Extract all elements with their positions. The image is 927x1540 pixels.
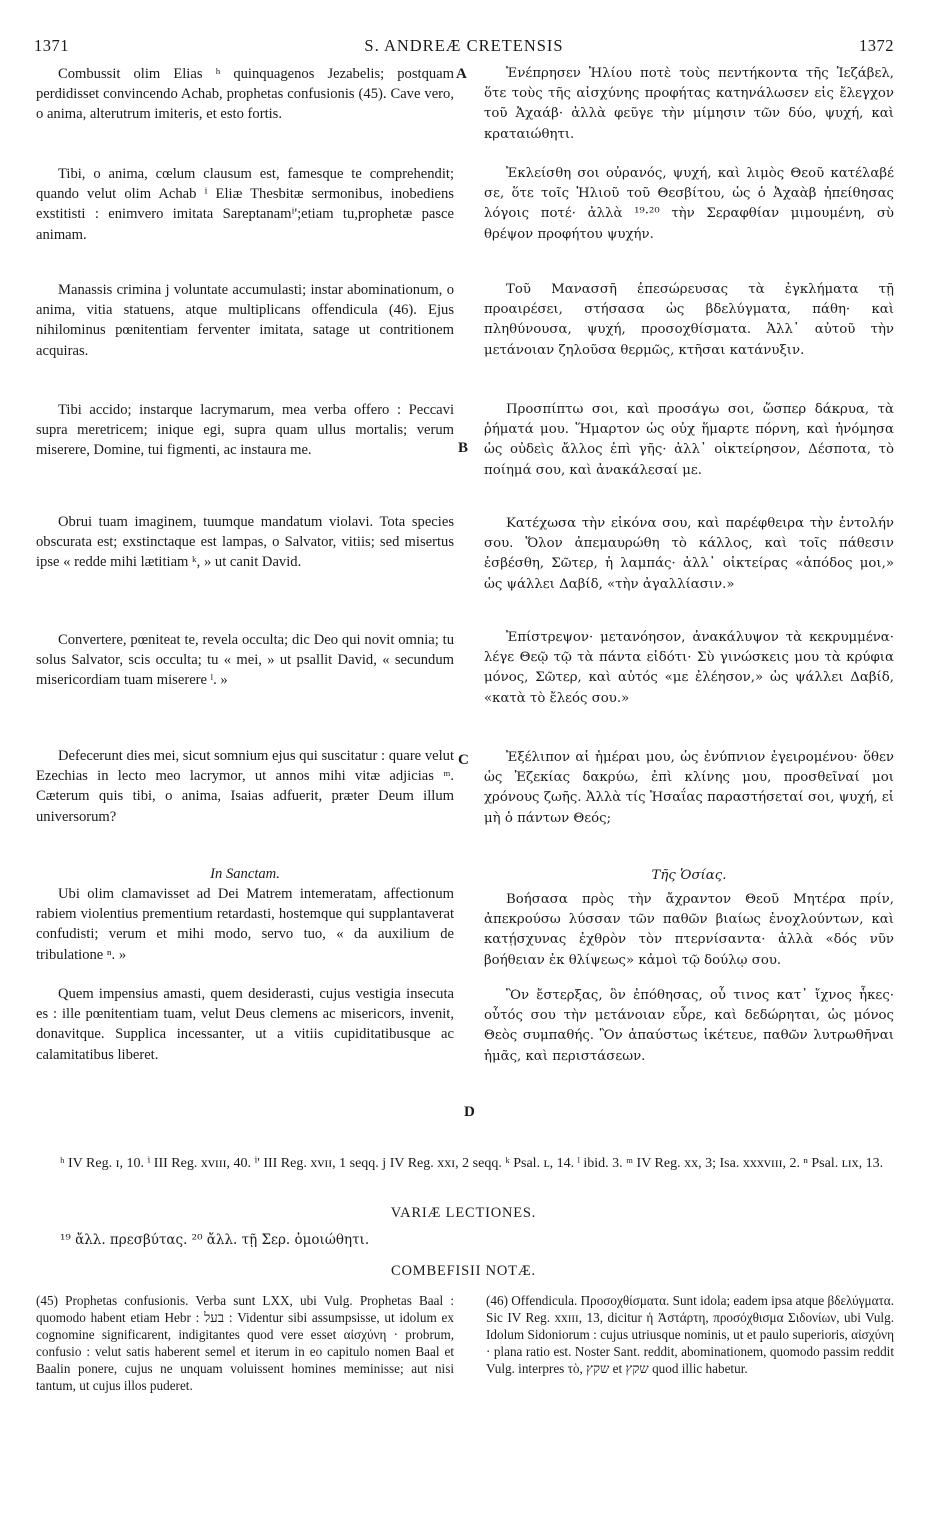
latin-stanza-9: Quem impensius amasti, quem desiderasti, cujus vestigia insecuta es : ille pœnitentiam tuam, velut Deus clemens ac misericors, invenit, donavitque. Supplica incessanter, ut a vitiis cupiditatibusque ac calamitatibus liberet. [36, 986, 454, 1063]
latin-stanza-6: Convertere, pœniteat te, revela occulta; dic Deo qui novit omnia; tu solus Salvator, scis occulta; tu « mei, » ut psallit David, « secundum misericordiam tuam miserere ˡ. » [36, 632, 454, 689]
running-title: S. ANDREÆ CRETENSIS [364, 36, 564, 55]
greek-stanza-9: Ὃν ἔστερξας, ὃν ἐπόθησας, οὗ τινος κατ᾽ ἴχνος ἧκες· οὗτός σου τὴν μετάνοιαν εὗρε, καὶ δεδώρηται, ὡς μόνος Θεὸς συμπαθής. Ὃν ἀπαύστως ἱκέτευε, παθῶν λυτρωθῆναι ἡμᾶς, καὶ περιστάσεων. [484, 988, 894, 1064]
note-46: (46) Offendicula. Προσοχθίσματα. Sunt idola; eadem ipsa atque βδελύγματα. Sic IV Reg. xxɪɪɪ, 13, dicitur ἡ Ἀστάρτη, προσόχθισμα Σιδονίων, ubi Vulg. Idolum Sidoniorum : cujus utriusque nominis, ut et paulo superioris, αἰσχύνη · plana ratio est. Noster Sant. reddit, abominationem, quomodo passim reddit Vulg. interpres τὸ, שקץ et שקץ quod illic habetur. [486, 1293, 894, 1376]
greek-stanza-2: Ἐκλείσθη σοι οὐρανός, ψυχή, καὶ λιμὸς Θεοῦ κατέλαβέ σε, ὅτε τοῖς Ἠλιοῦ τοῦ Θεσβίτου, ὡς ὁ Ἀχαὰβ ἠπείθησας λόγοις ποτέ· ἀλλὰ ¹⁹·²⁰ τὴν Σεραφθίαν μιμουμένη, σὺ θρέψον προφήτου ψυχήν. [484, 166, 894, 242]
page-header [34, 36, 894, 58]
latin-stanza-8: Ubi olim clamavisset ad Dei Matrem intemeratam, affectionum rabiem violentius prementium retardasti, hostemque qui supplantaverat confudisti; verum et mihi modo, servo tuo, « da auxilium de tribulatione ⁿ. » [36, 886, 454, 963]
variae-lectiones: ¹⁹ ἄλλ. πρεσβύτας. ²⁰ ἄλλ. τῇ Σερ. ὁμοιώθητι. [60, 1232, 370, 1248]
greek-subtitle: Τῆς Ὁσίας. [651, 868, 727, 883]
left-page-number: 1371 [34, 36, 69, 55]
latin-stanza-7: Defecerunt dies mei, sicut somnium ejus qui suscitatur : quare velut Ezechias in lecto meo lacrymor, ut annos mihi vitæ adjicias ᵐ. Cæterum quis tibi, o anima, Isaias adfuerit, præter Deum illum universorum? [36, 748, 454, 825]
latin-stanza-5: Obrui tuam imaginem, tuumque mandatum violavi. Tota species obscurata est; exstinctaque est lampas, o Salvator, vitiis; sed misertus ipse « redde mihi lætitiam ᵏ, » ut canit David. [36, 514, 454, 571]
greek-stanza-4: Προσπίπτω σοι, καὶ προσάγω σοι, ὥσπερ δάκρυα, τὰ ῥήματά μου. Ἥμαρτον ὡς οὐχ ἥμαρτε πόρνη, καὶ ἠνόμησα ὡς οὐδεὶς ἄλλος ἐπὶ γῆς· ἀλλ᾽ οἰκτείρησον, Δέσποτα, τὸ ποίημά σου, καὶ ἀνακάλεσαί με. [484, 402, 894, 478]
greek-stanza-7: Ἐξέλιπον αἱ ἡμέραι μου, ὡς ἐνύπνιον ἐγειρομένου· ὅθεν ὡς Ἐζεκίας δακρύω, ἐπὶ κλίνης μου, προσθεῖναί μοι χρόνους ζωῆς. Ἀλλὰ τίς Ἡσαΐας παραστήσεταί σοι, ψυχή, εἰ μὴ ὁ πάντων Θεός; [484, 750, 894, 826]
margin-letter-c: C [458, 752, 469, 768]
variae-lectiones-title: VARIÆ LECTIONES. [390, 1205, 537, 1221]
scripture-references: ʰ IV Reg. ɪ, 10. ⁱ III Reg. xvɪɪɪ, 40. ⁱ' III Reg. xvɪɪ, 1 seqq. j IV Reg. xxɪ, 2 seqq. ᵏ Psal. ʟ, 14. ˡ ibid. 3. ᵐ IV Reg. xx, 3; Isa. xxxvɪɪɪ, 2. ⁿ Psal. ʟɪx, 13. [60, 1156, 884, 1171]
greek-stanza-6: Ἐπίστρεψον· μετανόησον, ἀνακάλυψον τὰ κεκρυμμένα· λέγε Θεῷ τῷ τὰ πάντα εἰδότι· Σὺ γινώσκεις μου τὰ κρύφια μόνος, Σῶτερ, καὶ αὐτός «με ἐλέησον,» ὡς ψάλλει Δαβίδ, «κατὰ τὸ ἔλεός σου.» [484, 630, 894, 706]
latin-subtitle: In Sanctam. [210, 866, 280, 882]
note-45: (45) Prophetas confusionis. Verba sunt LXX, ubi Vulg. Prophetas Baal : quomodo habent etiam Hebr : בעל : Videntur sibi assumpsisse, ut idolum ex cognomine significarent, indigitantes quod vere esset αἰσχύνη · probrum, confusio : velut satis haberent semel et iterum in eo capitulo nomen Baal et Baalin ponere, cujus ne unquam voluissent homines meminisse; aut nisi tantum, ut cujus illos puderet. [36, 1293, 454, 1393]
latin-stanza-4: Tibi accido; instarque lacrymarum, mea verba offero : Peccavi supra meretricem; inique egi, supra quam ullus mortalis; verum miserere, Domine, tui figmenti, ac instaura me. [36, 402, 454, 459]
margin-letter-a: A [456, 66, 467, 82]
greek-stanza-3: Τοῦ Μανασσῆ ἐπεσώρευσας τὰ ἐγκλήματα τῇ προαιρέσει, στήσασα ὡς βδελύγματα, πάθη· καὶ πληθύνουσα, ψυχή, προσοχθίσματα. Ἀλλ᾽ αὐτοῦ τὴν μετάνοιαν ζηλοῦσα θερμῶς, κτῆσαι κατάνυξιν. [484, 282, 894, 358]
greek-stanza-1: Ἐνέπρησεν Ἠλίου ποτὲ τοὺς πεντήκοντα τῆς Ἰεζάβελ, ὅτε τοὺς τῆς αἰσχύνης προφήτας κατηνάλωσεν εἰς ἔλεγχον τοῦ Ἀχαάβ· ἀλλὰ φεῦγε τὴν μίμησιν τῶν δύο, ψυχή, καὶ κραταιώθητι. [484, 66, 894, 142]
latin-stanza-1: Combussit olim Elias ʰ quinquagenos Jezabelis; postquam perdidisset convincendo Achab, prophetas confusionis (45). Cave vero, o anima, alterutrum imiteris, et esto fortis. [36, 66, 454, 123]
notes-title: COMBEFISII NOTÆ. [391, 1263, 536, 1279]
greek-stanza-8: Βοήσασα πρὸς τὴν ἄχραντον Θεοῦ Μητέρα πρίν, ἀπεκρούσω λύσσαν τῶν παθῶν βιαίως ἐνοχλούντων, καὶ κατῄσχυνας ἐχθρὸν τὸν πτερνίσαντα· ἀλλὰ «δός νῦν βοήθειαν ἐκ θλίψεως» κἀμοὶ τῷ δούλῳ σου. [484, 892, 894, 968]
margin-letter-b: B [458, 440, 469, 456]
right-page-number: 1372 [859, 36, 894, 55]
margin-letter-d: D [464, 1104, 475, 1120]
latin-stanza-2: Tibi, o anima, cœlum clausum est, famesque te comprehendit; quando velut olim Achab ⁱ Eliæ Thesbitæ sermonibus, inobediens exstitisti : enimvero imitata Sareptanamⁱ';etiam tu,prophetæ pasce animam. [36, 166, 454, 243]
latin-stanza-3: Manassis crimina j voluntate accumulasti; instar abominationum, o anima, vitia statuens, atque multiplicans offendicula (46). Ejus nihilominus pœnitentiam ferventer imitata, satage ut contritionem acquiras. [36, 282, 454, 359]
greek-stanza-5: Κατέχωσα τὴν εἰκόνα σου, καὶ παρέφθειρα τὴν ἐντολήν σου. Ὅλον ἀπεμαυρώθη τὸ κάλλος, καὶ τοῖς πάθεσιν ἐσβέσθη, Σῶτερ, ἡ λαμπάς· ἀλλ᾽ οἰκτείρας «ἀπόδος μοι,» ὡς ψάλλει Δαβίδ, «τὴν ἀγαλλίασιν.» [484, 516, 894, 592]
